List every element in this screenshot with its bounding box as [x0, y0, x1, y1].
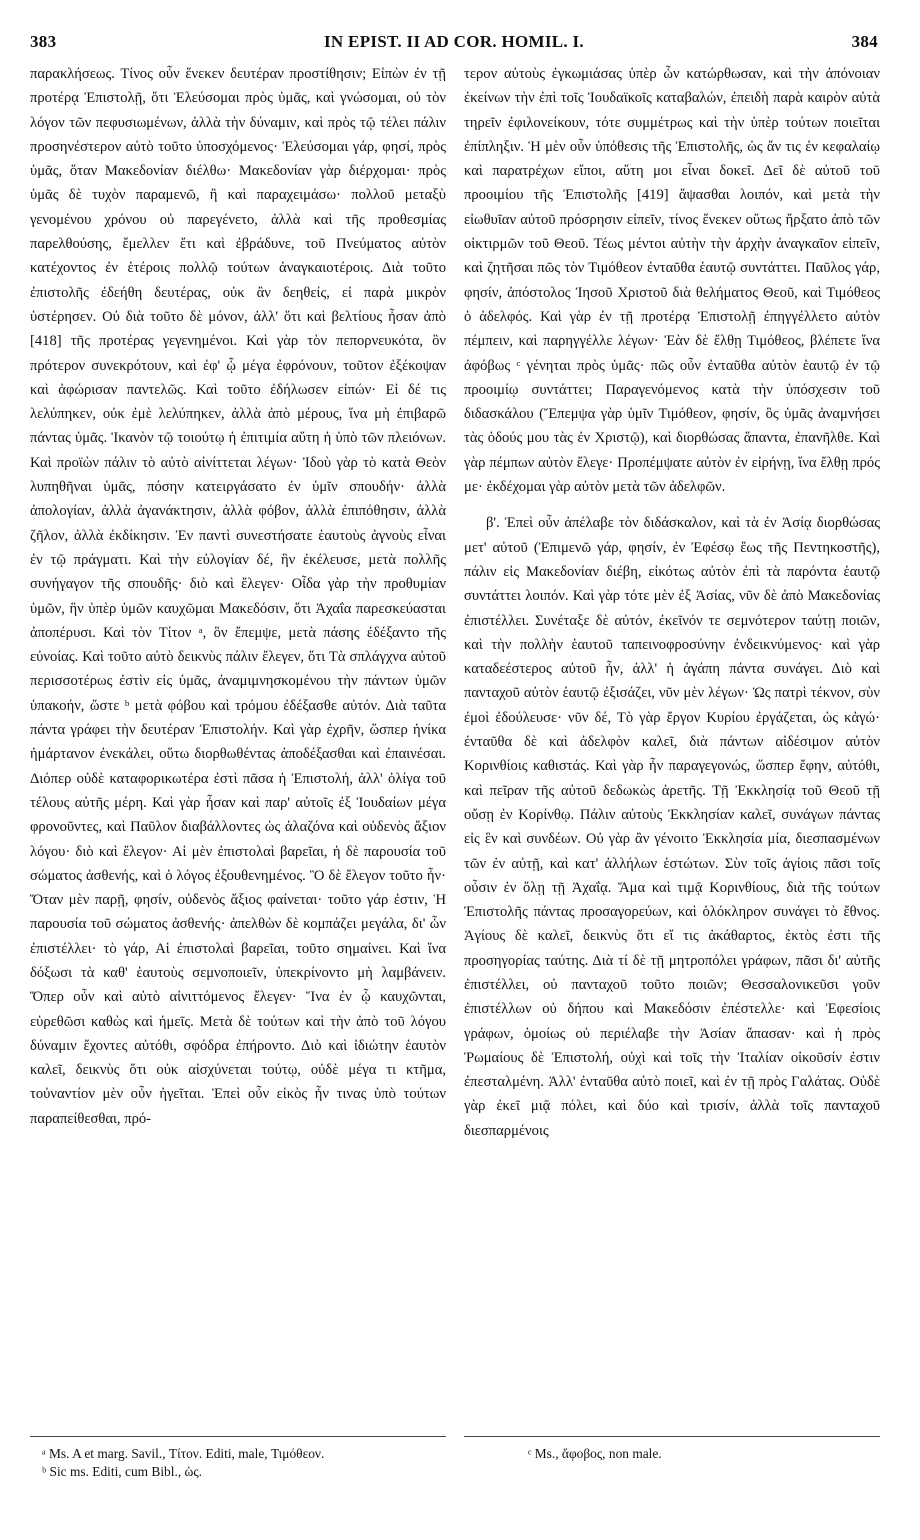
footnote-a: ᵃ Ms. A et marg. Savil., Τίτον. Editi, male, Τιμόθεον.	[42, 1446, 325, 1461]
text-columns	[30, 62, 880, 1147]
right-column	[464, 62, 880, 1147]
right-column-paragraph-2: β'. Ἐπεὶ οὖν ἀπέλαβε τὸν διδάσκαλον, καὶ τὰ ἐν Ἀσίᾳ διορθώσας μετ' αὐτοῦ (Ἐπιμενῶ γάρ, φησίν, ἐν Ἐφέσῳ ἕως τῆς Πεντηκοστῆς), πάλιν εἰς Μακεδονίαν διέβη, εἰκότως αὐτὸν ἐπὶ τὰ παρόντα ἑαυτῷ συντάττει λοιπόν. Καὶ γὰρ τότε μὲν ἐξ Ἀσίας, νῦν δὲ ἀπὸ Μακεδονίας ἐπιστέλλει. Συνέταξε δὲ αὐτόν, ἐκεῖνόν τε σεμνότερον ταύτῃ ποιῶν, καὶ τὴν πολλὴν ἑαυτοῦ ταπεινοφροσύνην ἐνδεικνύμενος· καὶ γὰρ καταδεέστερος αὐτοῦ ἦν, ἀλλ' ἡ ἀγάπη πάντα συνάγει. Διὸ καὶ πανταχοῦ αὐτὸν ἑαυτῷ ἐξισάζει, νῦν μὲν λέγων· Ὡς πατρὶ τέκνον, σὺν ἐμοὶ ἐδούλευσε· νῦν δέ, Τὸ γὰρ ἔργον Κυρίου ἐργάζεται, ὡς κἀγώ· ἐνταῦθα δὲ καὶ ἀδελφὸν καλεῖ, διὰ πάντων αἰδέσιμον αὐτὸν Κορινθίοις καθιστάς. Καὶ γὰρ ἦν παραγεγονώς, ὥσπερ ἔφην, αὐτόθι, καὶ πεῖραν τῆς αὐτοῦ δεδωκὼς ἀρετῆς. Τῇ Ἐκκλησίᾳ τοῦ Θεοῦ τῇ οὔσῃ ἐν Κορίνθῳ. Πάλιν αὐτοὺς Ἐκκλησίαν καλεῖ, συνάγων πάντας εἰς ἓν καὶ συνδέων. Οὐ γὰρ ἂν γένοιτο Ἐκκλησία μία, διεσπασμένων τῶν ἐν αὐτῇ, καὶ κατ' ἀλλήλων ἑστώτων. Σὺν τοῖς ἁγίοις πᾶσι τοῖς οὖσιν ἐν ὅλῃ τῇ Ἀχαΐᾳ. Ἅμα καὶ τιμᾷ Κορινθίους, διὰ τῆς τούτων Ἐπιστολῆς πάντας προσαγορεύων, καὶ ὁλόκληρον συνάγει τὸ ἔθνος. Ἁγίους δὲ καλεῖ, δεικνὺς ὅτι εἴ τις ἀκάθαρτος, ἐκτὸς ἐστι τῆς προσηγορίας ταύτης. Διὰ τί δὲ τῇ μητροπόλει γράφων, πᾶσι δι' αὐτῆς ἐπιστέλλει, οὐ πανταχοῦ τοῦτο ποιῶν; Θεσσαλονικεῦσι γοῦν ἐπιστέλλων οὐ δήπου καὶ Μακεδόσιν ἐπέστελλε· καὶ Ἐφεσίοις γράφων, ὁμοίως οὐ περιέλαβε τὴν Ἀσίαν ἅπασαν· καὶ ἡ πρὸς Ῥωμαίους δὲ Ἐπιστολή, οὐχὶ καὶ τοῖς τὴν Ἰταλίαν οἰκοῦσίν ἐστιν ἐπεσταλμένη. Ἀλλ' ἐνταῦθα αὐτὸ ποιεῖ, καὶ ἐν τῇ πρὸς Γαλάτας. Οὐδὲ γὰρ ἐκεῖ μιᾷ πόλει, καὶ δύο καὶ τρισίν, ἀλλὰ τοῖς πανταχοῦ διεσπαρμένοις	[464, 515, 880, 1139]
running-title: IN EPIST. II AD COR. HOMIL. I.	[324, 32, 584, 51]
left-column-paragraph-1: παρακλήσεως. Τίνος οὖν ἕνεκεν δευτέραν προστίθησιν; Εἰπὼν ἐν τῇ προτέρᾳ Ἐπιστολῇ, ὅτι Ἐλεύσομαι πρὸς ὑμᾶς, καὶ γνώσομαι, οὐ τὸν λόγον τῶν πεφυσιωμένων, ἀλλὰ τὴν δύναμιν, καὶ πρὸς τῷ τέλει πάλιν προσηνέστερον αὐτὸ τοῦτο ὑποσχόμενος· Ἐλεύσομαι γάρ, φησί, πρὸς ὑμᾶς, ὅταν Μακεδονίαν διέλθω· Μακεδονίαν γὰρ διέρχομαι· πρὸς ὑμᾶς δὲ τυχὸν παραμενῶ, ἢ καὶ παραχειμάσω· πολλοῦ μεταξὺ γενομένου χρόνου οὐ παρεγένετο, ἀλλὰ καὶ τῆς προθεσμίας παρελθούσης, ἔμελλεν ἔτι καὶ ἐβράδυνε, τοῦ Πνεύματος αὐτὸν κατέχοντος ἐν ἑτέροις πολλῷ τούτων ἀναγκαιοτέροις. Διὰ τοῦτο ἐπιστολῆς ἐδεήθη δευτέρας, οὐκ ἂν δεηθείς, εἰ παρὰ μικρὸν ὑστέρησεν. Οὐ διὰ τοῦτο δὲ μόνον, ἀλλ' ὅτι καὶ βελτίους ἦσαν ἀπὸ [418] τῆς προτέρας γεγενημένοι. Καὶ γὰρ τὸν πεπορνευκότα, ὃν πρότερον συνεκρότουν, καὶ ἐφ' ᾧ μέγα ἐφρόνουν, τοῦτον ἐξέκοψαν καὶ ἀφώρισαν παντελῶς. Καὶ τοῦτο ἐδήλωσεν εἰπών· Εἰ δέ τις λελύπηκεν, οὐκ ἐμὲ λελύπηκεν, ἀλλὰ ἀπὸ μέρους, ἵνα μὴ ἐπιβαρῶ πάντας ὑμᾶς. Ἱκανὸν τῷ τοιούτῳ ἡ ἐπιτιμία αὕτη ἡ ὑπὸ τῶν πλειόνων. Καὶ προϊὼν πάλιν τὸ αὐτὸ αἰνίττεται λέγων· Ἰδοὺ γὰρ τὸ κατὰ Θεὸν λυπηθῆναι ὑμᾶς, πόσην κατειργάσατο ἐν ὑμῖν σπουδήν· ἀλλὰ ἀπολογίαν, ἀλλὰ ἀγανάκτησιν, ἀλλὰ φόβον, ἀλλὰ ἐπιπόθησιν, ἀλλὰ ζῆλον, ἀλλὰ ἐκδίκησιν. Ἐν παντὶ συνεστήσατε ἑαυτοὺς ἁγνοὺς εἶναι ἐν τῷ πράγματι. Καὶ τὴν εὐλογίαν δέ, ἣν ἐκέλευσε, μετὰ πολλῆς συνήγαγον τῆς σπουδῆς· διὸ καὶ ἔλεγεν· Οἶδα γὰρ τὴν προθυμίαν ὑμῶν, ἣν ὑπὲρ ὑμῶν καυχῶμαι Μακεδόσιν, ὅτι Ἀχαΐα παρεσκεύασται ἀποπέρυσι. Καὶ τὸν Τίτον ᵃ, ὃν ἔπεμψε, μετὰ πάσης ἐδέξαντο τῆς εὐνοίας. Καὶ τοῦτο αὐτὸ δεικνὺς πάλιν ἔλεγεν, ὅτι Τὰ σπλάγχνα αὐτοῦ περισσοτέρως ἐστὶν εἰς ὑμᾶς, ἀναμιμνησκομένου τὴν πάντων ὑμῶν ὑπακοήν, ὥστε ᵇ μετὰ φόβου καὶ τρόμου ἐδέξασθε αὐτόν. Διὰ ταῦτα πάντα γράφει τὴν δευτέραν Ἐπιστολήν. Καὶ γὰρ ἐχρῆν, ὥσπερ ἡνίκα ἡμάρτανον ἐνεκάλει, οὕτω διορθωθέντας ἀποδέξασθαι καὶ ἐπαινέσαι. Διόπερ οὐδὲ καταφορικωτέρα ἐστὶ πᾶσα ἡ Ἐπιστολή, ἀλλ' ὀλίγα τοῦ τέλους αὐτῆς μέρη. Καὶ γὰρ ἦσαν καὶ παρ' αὐτοῖς ἐξ Ἰουδαίων μέγα φρονοῦντες, καὶ Παῦλον διαβάλλοντες ὡς ἀλαζόνα καὶ οὐδενὸς ἄξιον λόγου· διὸ καὶ ἔλεγον· Αἱ μὲν ἐπιστολαὶ βαρεῖαι, ἡ δὲ παρουσία τοῦ σώματος ἀσθενής, καὶ ὁ λόγος ἐξουθενημένος. Ὃ δὲ ἔλεγον τοῦτο ἦν· Ὅταν μὲν παρῇ, φησίν, οὐδενὸς ἄξιος φαίνεται· τοῦτο γάρ ἐστιν, Ἡ παρουσία τοῦ σώματος ἀσθενής· ἀπελθὼν δὲ κομπάζει μεγάλα, δι' ὧν ἐπιστέλλει· τὸ γάρ, Αἱ ἐπιστολαὶ βαρεῖαι, τοῦτο σημαίνει. Καὶ ἵνα δόξωσι τὰ καθ' ἑαυτοὺς σεμνοποιεῖν, ὑπεκρίνοντο μὴ λαμβάνειν. Ὅπερ οὖν καὶ αὐτὸ αἰνιττόμενος ἔλεγεν· Ἵνα ἐν ᾧ καυχῶνται, εὑρεθῶσι καθὼς καὶ ἡμεῖς. Μετὰ δὲ τούτων καὶ τὴν ἀπὸ τοῦ λόγου δύναμιν ἔχοντες αὐτόθι, σφόδρα ἐπήροντο. Διὸ καὶ ἰδιώτην ἑαυτὸν καλεῖ, δεικνὺς ὅτι οὐκ αἰσχύνεται τούτῳ, οὐδὲ μέγα τι κτῆμα, τοὐναντίον μὲν οὖν ἡγεῖται. Ἐπεὶ οὖν εἰκὸς ἦν τινας ὑπὸ τούτων παραπείθεσθαι, πρό-	[30, 66, 446, 1127]
page-number-left: 383	[30, 32, 57, 51]
left-column	[30, 62, 446, 1147]
page-number-right: 384	[851, 32, 878, 51]
footnotes-left	[30, 1436, 446, 1481]
footnotes	[30, 1436, 880, 1481]
running-head	[30, 32, 878, 52]
right-column-paragraph-1: τερον αὐτοὺς ἐγκωμιάσας ὑπὲρ ὧν κατώρθωσαν, καὶ τὴν ἀπόνοιαν ἐκείνων τὴν ἐπὶ τοῖς Ἰουδαϊκοῖς καταβαλών, ἐπειδὴ παρὰ καιρὸν αὐτὰ τηρεῖν ἐφιλονείκουν, τότε συμμέτρως καὶ τὴν ὑπὲρ τούτων ποιεῖται ἐπίπληξιν. Ἡ μὲν οὖν ὑπόθεσις τῆς Ἐπιστολῆς, ὡς ἄν τις ἐν κεφαλαίῳ καὶ παρατρέχων εἴποι, αὕτη μοι εἶναι δοκεῖ. Δεῖ δὲ αὐτοῦ τοῦ προοιμίου τῆς Ἐπιστολῆς [419] ἅψασθαι λοιπόν, καὶ μετὰ τὴν εἰωθυῖαν αὐτοῦ πρόσρησιν εἰπεῖν, τίνος ἕνεκεν οὕτως ἤρξατο ἀπὸ τῶν οἰκτιρμῶν τοῦ Θεοῦ. Τέως μέντοι αὐτὴν τὴν ἀρχὴν ἀναγκαῖον εἰπεῖν, καὶ ζητῆσαι πῶς τὸν Τιμόθεον ἐνταῦθα ἑαυτῷ συντάττει. Παῦλος γάρ, φησίν, ἀπόστολος Ἰησοῦ Χριστοῦ διὰ θελήματος Θεοῦ, καὶ Τιμόθεος ὁ ἀδελφός. Καὶ γὰρ ἐν τῇ προτέρᾳ Ἐπιστολῇ ἐπηγγέλλετο αὐτὸν πέμπειν, καὶ παρηγγέλλε λέγων· Ἐὰν δὲ ἔλθῃ Τιμόθεος, βλέπετε ἵνα ἀφόβως ᶜ γένηται πρὸς ὑμᾶς· πῶς οὖν ἐνταῦθα αὐτὸν ἑαυτῷ ἐν τῷ προοιμίῳ συντάττει; Παραγενόμενος κατὰ τὴν ὑπόσχεσιν τοῦ διδασκάλου (Ἔπεμψα γὰρ ὑμῖν Τιμόθεον, φησίν, ὃς ὑμᾶς ἀναμνήσει τὰς ὁδούς μου τὰς ἐν Χριστῷ), καὶ διορθώσας ἅπαντα, ἐπανῆλθε. Καὶ γὰρ πέμπων αὐτὸν ἔλεγε· Προπέμψατε αὐτὸν ἐν εἰρήνῃ, ἵνα ἔλθῃ πρός με· ἐκδέχομαι γὰρ αὐτὸν μετὰ τῶν ἀδελφῶν.	[464, 66, 880, 496]
footnote-c: ᶜ Ms., ἄφοβος, non male.	[528, 1446, 662, 1461]
footnotes-right	[464, 1436, 880, 1481]
footnote-b: ᵇ Sic ms. Editi, cum Bibl., ὡς.	[42, 1464, 202, 1479]
